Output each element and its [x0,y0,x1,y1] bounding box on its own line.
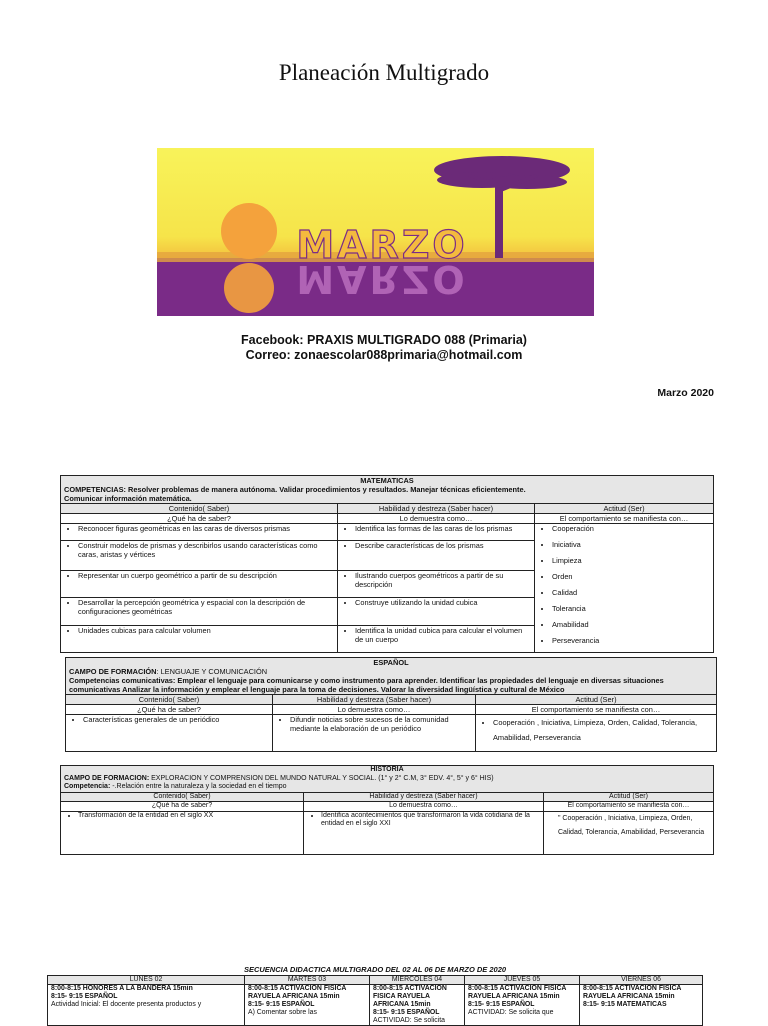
espanol-campo: CAMPO DE FORMACIÓN: LENGUAJE Y COMUNICACIÓN [69,667,268,676]
habilidad-cell [273,715,476,752]
historia-title: HISTORIA [370,766,404,773]
list-item: • Construir modelos de prismas y describirlos usando características como caras, aristas y vértices [78,541,334,559]
list-item: • Reconocer figuras geométricas en las caras de diversos prismas [78,524,334,533]
email-line: Correo: zonaescolar088primaria@hotmail.com [245,348,523,362]
list-item: • Limpieza [552,556,710,565]
secuencia-title: SECUENCIA DIDACTICA MULTIGRADO DEL 02 AL 06 DE MARZO DE 2020 [243,965,507,974]
list-item: • Transformación de la entidad en el siglo XX [78,812,300,821]
list-item: • Orden [552,572,710,581]
march-banner [157,148,594,316]
matematicas-table [60,475,714,653]
habilidad-cell [304,811,544,854]
day-martes: MARTES 03 [245,976,370,985]
col-sub-contenido: ¿Qué ha de saber? [61,802,304,812]
espanol-competencias: Competencias comunicativas: Emplear el lenguaje para comunicarse y como instrumento para aprender. Identificar las propiedades del lenguaje en diversas situaciones comunicativas Analizar la información y emplear el lenguaje para la toma de decisiones. Valorar la diversidad lingüística y cultural de México [69,676,664,694]
facebook-line: Facebook: PRAXIS MULTIGRADO 088 (Primaria) [241,333,527,347]
espanol-title: ESPAÑOL [373,658,409,667]
habilidad-cell [338,541,535,571]
matematicas-competencias: COMPETENCIAS: Resolver problemas de manera autónoma. Validar procedimientos y resultados. Manejar técnicas eficientemente. [64,485,526,494]
matematicas-competencias-2: Comunicar información matemática. [64,494,192,503]
col-header-contenido: Contenido( Saber) [61,504,338,514]
list-item: • Ilustrando cuerpos geométricos a partir de su descripción [355,571,531,589]
banner-word: MARZO [296,223,468,267]
historia-table [60,765,714,855]
lunes-cell: 8:00-8:15 HONORES A LA BANDERA 15min 8:15- 9:15 ESPAÑOL Actividad Inicial: El docente presenta productos y [48,985,245,1026]
martes-cell: 8:00-8:15 ACTIVACION FISICA RAYUELA AFRICANA 15min 8:15- 9:15 ESPAÑOL A) Comentar sobre las [245,985,370,1026]
col-sub-actitud: El comportamiento se manifiesta con… [476,705,717,715]
list-item: • Calidad [552,588,710,597]
list-item: • Cooperación , Iniciativa, Limpieza, Orden, Calidad, Tolerancia, Amabilidad, Perseverancia [493,715,713,745]
col-header-habilidad: Habilidad y destreza (Saber hacer) [304,792,544,802]
day-miercoles: MIERCOLES 04 [370,976,465,985]
document-date: Marzo 2020 [657,387,714,399]
sun [221,203,277,259]
historia-header [61,766,714,793]
col-header-contenido: Contenido( Saber) [66,695,273,705]
habilidad-cell [338,625,535,652]
contenido-cell [61,598,338,625]
col-sub-contenido: ¿Qué ha de saber? [66,705,273,715]
matematicas-header [61,476,714,504]
jueves-cell: 8:00-8:15 ACTIVACION FISICA RAYUELA AFRICANA 15min 8:15- 9:15 ESPAÑOL ACTIVIDAD: Se solicita que [465,985,580,1026]
habilidad-cell [338,598,535,625]
col-sub-actitud: El comportamiento se manifiesta con… [544,802,714,812]
list-item: • Amabilidad [552,620,710,629]
list-item: • Identifica la unidad cubica para calcular el volumen de un cuerpo [355,626,531,644]
col-header-actitud: Actitud (Ser) [535,504,714,514]
list-item: • Desarrollar la percepción geométrica y espacial con la descripción de configuraciones geométricas [78,598,334,616]
list-item: • Unidades cubicas para calcular volumen [78,626,334,635]
list-item: • Características generales de un periódico [83,715,269,724]
contenido-cell [61,524,338,541]
col-sub-habilidad: Lo demuestra como… [273,705,476,715]
actitud-cell: " Cooperación , Iniciativa, Limpieza, Orden, Calidad, Tolerancia, Amabilidad, Perseverancia [544,811,714,854]
contact-info [0,333,768,363]
col-header-habilidad: Habilidad y destreza (Saber hacer) [273,695,476,705]
col-header-habilidad: Habilidad y destreza (Saber hacer) [338,504,535,514]
list-item: • Tolerancia [552,604,710,613]
contenido-cell [61,541,338,571]
day-viernes: VIERNES 06 [580,976,703,985]
espanol-table [65,657,717,752]
list-item: • Identifica las formas de las caras de los prismas [355,524,531,533]
historia-competencia: Competencia: -.Relación entre la naturaleza y la sociedad en el tiempo [64,783,287,790]
contenido-cell [61,811,304,854]
col-sub-habilidad: Lo demuestra como… [304,802,544,812]
contenido-cell [61,571,338,598]
banner-image [157,148,594,316]
list-item: • Construye utilizando la unidad cubica [355,598,531,607]
col-sub-habilidad: Lo demuestra como… [338,514,535,524]
list-item: • Perseverancia [552,636,710,645]
sun-reflection [224,263,274,313]
contenido-cell [61,625,338,652]
col-header-actitud: Actitud (Ser) [544,792,714,802]
col-header-actitud: Actitud (Ser) [476,695,717,705]
habilidad-cell [338,571,535,598]
espanol-header [66,658,717,695]
list-item: • Describe características de los prismas [355,541,531,550]
col-sub-contenido: ¿Qué ha de saber? [61,514,338,524]
miercoles-cell: 8:00-8:15 ACTIVACION FISICA RAYUELA AFRICANA 15min 8:15- 9:15 ESPAÑOL ACTIVIDAD: Se solicita [370,985,465,1026]
matematicas-title: MATEMATICAS [360,476,414,485]
page-title: Planeación Multigrado [278,60,490,85]
col-sub-actitud: El comportamiento se manifiesta con… [535,514,714,524]
col-header-contenido: Contenido( Saber) [61,792,304,802]
day-lunes: LUNES 02 [48,976,245,985]
banner-word-reflection: MARZO [296,257,468,301]
secuencia-table [47,975,703,1026]
viernes-cell: 8:00-8:15 ACTIVACION FISICA RAYUELA AFRICANA 15min 8:15- 9:15 MATEMATICAS [580,985,703,1026]
list-item: • Difundir noticias sobre sucesos de la comunidad mediante la elaboración de un periódico [290,715,472,733]
list-item: • Identifica acontecimientos que transformaron la vida cotidiana de la entidad en el siglo XXI [321,812,540,829]
day-jueves: JUEVES 05 [465,976,580,985]
actitud-cell [535,524,714,653]
list-item: • Iniciativa [552,540,710,549]
list-item: • Cooperación [552,524,710,533]
list-item: • Representar un cuerpo geométrico a partir de su descripción [78,571,334,580]
contenido-cell [66,715,273,752]
actitud-cell [476,715,717,752]
historia-campo: CAMPO DE FORMACION: EXPLORACION Y COMPRENSION DEL MUNDO NATURAL Y SOCIAL. (1° y 2° C.M, 3° EDV. 4°, 5° y 6° HIS) [64,774,494,782]
habilidad-cell [338,524,535,541]
